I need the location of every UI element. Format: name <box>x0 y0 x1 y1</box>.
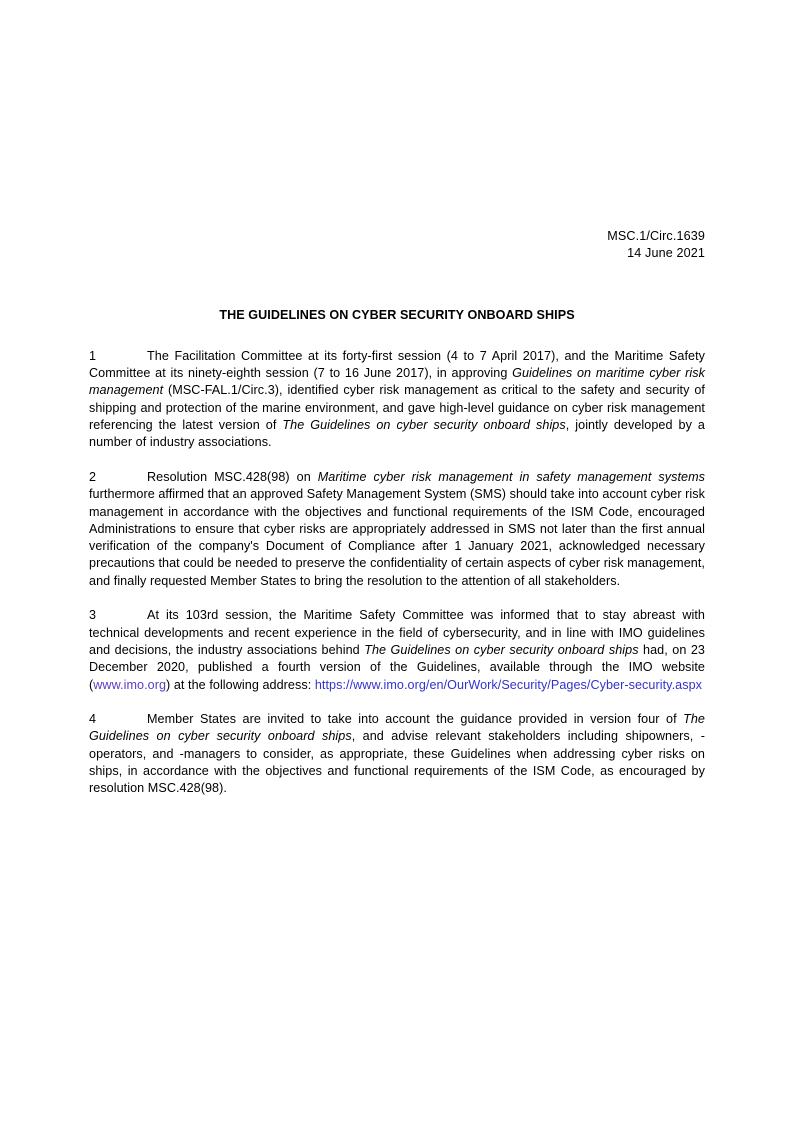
italic-title-text: Maritime cyber risk management in safety management systems <box>317 469 706 484</box>
external-link-imo-website[interactable]: www.imo.org <box>93 677 167 692</box>
document-header <box>89 228 705 263</box>
paragraph-text: furthermore affirmed that an approved Safety Management System (SMS) should take into account cyber risk management in accordance with the objectives and functional requirements of the ISM Code, encouraged Administrations to ensure that cyber risks are appropriately addressed in SMS not later than the first annual verification of the company's Document of Compliance after 1 January 2021, acknowledged necessary precautions that could be needed to preserve the confidentiality of certain aspects of cyber risk management, and finally requested Member States to bring the resolution to the attention of all stakeholders. <box>89 487 706 588</box>
paragraph-text: had, on 23 December 2020, published a fourth version of the Guidelines, available through the IMO website ( <box>89 642 705 692</box>
document-body <box>89 228 705 798</box>
paragraph-text: Member States are invited to take into account the guidance provided in version four of <box>147 712 684 727</box>
circular-reference: MSC.1/Circ.1639 <box>607 229 705 243</box>
document-title: THE GUIDELINES ON CYBER SECURITY ONBOARD SHIPS <box>219 307 575 322</box>
paragraph-list <box>89 348 705 798</box>
paragraph-text: The Facilitation Committee at its forty-first session (4 to 7 April 2017), and the Maritime Safety Committee at its ninety-eighth session (7 to 16 June 2017), in approving <box>89 348 705 381</box>
circular-date: 14 June 2021 <box>627 246 705 261</box>
paragraph-3 <box>89 607 705 693</box>
paragraph-number: 4 <box>89 712 97 727</box>
italic-title-text: Guidelines on maritime cyber risk management <box>89 366 705 398</box>
paragraph-number: 3 <box>89 608 97 623</box>
paragraph-text: , jointly developed by a number of industry associations. <box>89 418 705 450</box>
paragraph-number: 2 <box>89 469 97 484</box>
italic-title-text: The Guidelines on cyber security onboard ships <box>364 642 639 657</box>
paragraph-text: , and advise relevant stakeholders including shipowners, -operators, and -managers to consider, as appropriate, these Guidelines when addressing cyber risks on ships, in accordance with the objectives and functional requirements of the ISM Code, as encouraged by resolution MSC.428(98). <box>89 729 706 796</box>
paragraph-number: 1 <box>89 348 97 363</box>
paragraph-text: (MSC-FAL.1/Circ.3), identified cyber risk management as critical to the safety and security of shipping and protection of the marine environment, and gave high-level guidance on cyber risk management referencing the latest version of <box>89 383 705 433</box>
paragraph-text: Resolution MSC.428(98) on <box>147 469 318 484</box>
paragraph-2 <box>89 469 705 590</box>
paragraph-text: ) at the following address: <box>166 677 315 692</box>
italic-title-text: The Guidelines on cyber security onboard ships <box>89 712 705 744</box>
italic-title-text: The Guidelines on cyber security onboard ships <box>282 418 566 433</box>
external-link-imo-cybersecurity[interactable]: https://www.imo.org/en/OurWork/Security/Pages/Cyber-security.aspx <box>314 677 702 692</box>
paragraph-4 <box>89 711 705 797</box>
paragraph-1 <box>89 348 705 452</box>
paragraph-text: At its 103rd session, the Maritime Safety Committee was informed that to stay abreast with technical developments and recent experience in the field of cybersecurity, and in line with IMO guidelines and decisions, the industry associations behind <box>89 608 705 657</box>
